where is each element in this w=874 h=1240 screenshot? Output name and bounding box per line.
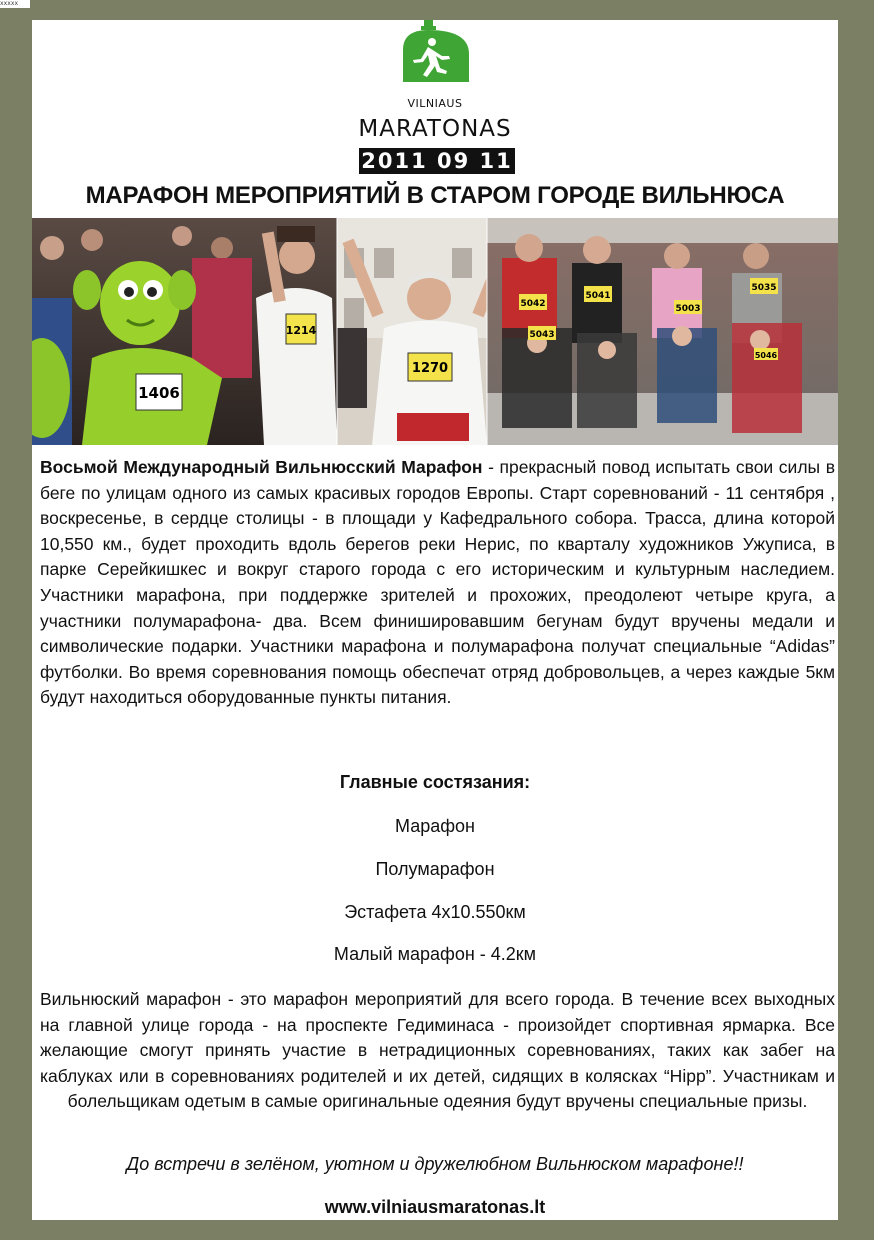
bib-number: 5003	[675, 304, 701, 314]
closing-line: До встречи в зелёном, уютном и дружелюбном Вильнюском марафоне!!	[126, 1154, 744, 1174]
marathon-logo	[32, 20, 838, 180]
corner-mark: xxxxx	[0, 0, 30, 8]
event-item: Полумарафон	[375, 859, 495, 879]
event-item: Эстафета 4x10.550км	[344, 902, 526, 922]
marathon-photo-collage	[32, 218, 838, 445]
city-events-paragraph: Вильнюский марафон - это марафон мероприятий для всего города. В течение всех выходных на главной улице города - на проспекте Гедиминаса - произойдет спортивная ярмарка. Все желающие смогут принять участие в нетрадиционных соревнованиях, таких как забег на каблуках или в соревнованиях родителей и их детей, сидящих в колясках “Hipp”. Участникам и болельщикам одетым в самые оригинальные одеяния будут вручены специальные призы.	[40, 989, 835, 1112]
logo-city: VILNIAUS	[407, 97, 463, 110]
intro-paragraph	[40, 455, 835, 711]
events-heading: Главные состязания:	[339, 772, 531, 792]
bib-number: 5042	[520, 299, 546, 309]
logo-name: MARATONAS	[358, 116, 512, 142]
event-item: Малый марафон - 4.2км	[333, 944, 537, 964]
website-link[interactable]: www.vilniausmaratonas.lt	[324, 1197, 546, 1217]
bib-number: 1214	[285, 324, 317, 337]
bib-number: 5041	[585, 291, 611, 301]
bib-number: 5046	[754, 351, 778, 360]
runner-icon	[32, 20, 838, 100]
bib-number: 5043	[529, 330, 555, 340]
event-date: 2011 09 11	[359, 148, 515, 174]
bib-number: 1406	[138, 384, 180, 402]
intro-text: - прекрасный повод испытать свои силы в беге по улицам одного из самых красивых городов Европы. Старт соревнований - 11 сентября , воскресенье, в сердце столицы - в площади у Кафедрального собора. Трасса, длина которой 10,550 км., будет проходить вдоль берегов реки Нерис, по кварталу художников Ужуписа, в парке Серейкишкес и вокруг старого города с его историческим и культурным наследием. Участники марафона, при поддержке зрителей и прохожих, преодолеют четыре круга, а участники полумарафона- два. Всем финишировавшим бегунам будут вручены медали и символические подарки. Участники марафона и полумарафона получат специальные “Adidas” футболки. Во время соревнования помощь обеспечат отряд добровольцев, а через каждые 5км будут находиться оборудованные пункты питания.	[40, 457, 835, 708]
event-item: Марафон	[395, 816, 475, 836]
page-title: МАРАФОН МЕРОПРИЯТИЙ В СТАРОМ ГОРОДЕ ВИЛЬНЮСА	[85, 182, 785, 209]
intro-lead: Восьмой Международный Вильнюсский Марафон	[40, 457, 483, 477]
bib-number: 1270	[411, 361, 449, 376]
poster-page	[32, 20, 838, 1220]
bib-number: 5035	[751, 283, 777, 293]
